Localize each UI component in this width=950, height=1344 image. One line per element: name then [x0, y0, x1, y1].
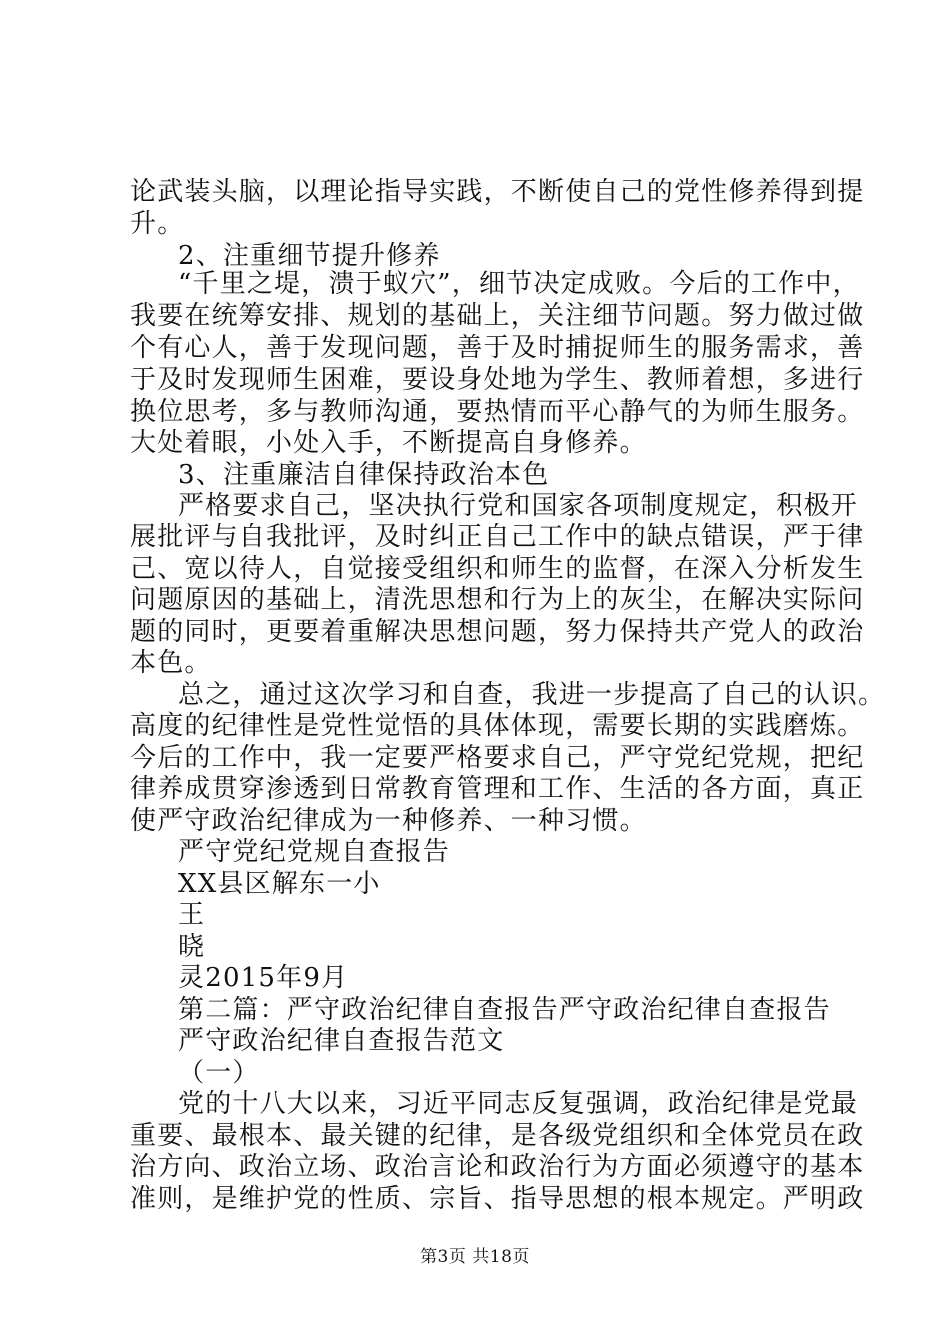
- text-line: 准则，是维护党的性质、宗旨、指导思想的根本规定。严明政: [130, 1184, 865, 1214]
- text-line: 律养成贯穿渗透到日常教育管理和工作、生活的各方面，真正: [130, 774, 865, 804]
- text-line: 大处着眼，小处入手，不断提高自身修养。: [130, 428, 647, 458]
- text-line: 于及时发现师生困难，要设身处地为学生、教师着想，多进行: [130, 365, 865, 395]
- author-date-line: 灵2015年9月: [178, 963, 349, 993]
- text-line: 本色。: [130, 648, 212, 678]
- text-line: 今后的工作中，我一定要严格要求自己，严守党纪党规，把纪: [130, 743, 865, 773]
- text-line: “千里之堤，溃于蚁穴”，细节决定成败。今后的工作中，: [178, 269, 860, 299]
- section-number: （一）: [178, 1058, 260, 1088]
- text-line: 己、宽以待人，自觉接受组织和师生的监督，在深入分析发生: [130, 554, 865, 584]
- text-line: 题的同时，更要着重解决思想问题，努力保持共产党人的政治: [130, 617, 865, 647]
- page-number-label: 第3页 共18页: [420, 1247, 530, 1267]
- text-line: 展批评与自我批评，及时纠正自己工作中的缺点错误，严于律: [130, 522, 865, 552]
- text-line: 治方向、政治立场、政治言论和政治行为方面必须遵守的基本: [130, 1152, 865, 1182]
- text-line: 重要、最根本、最关键的纪律，是各级党组织和全体党员在政: [130, 1121, 865, 1151]
- text-line: 高度的纪律性是党性觉悟的具体体现，需要长期的实践磨炼。: [130, 711, 865, 741]
- text-line: 个有心人，善于发现问题，善于及时捕捉师生的服务需求，善: [130, 333, 865, 363]
- report-title: 严守党纪党规自查报告: [178, 837, 451, 867]
- page-footer: [0, 1242, 950, 1267]
- text-line: 我要在统筹安排、规划的基础上，关注细节问题。努力做过做: [130, 301, 865, 331]
- text-line: 使严守政治纪律成为一种修养、一种习惯。: [130, 806, 647, 836]
- chapter-heading: 第二篇：严守政治纪律自查报告严守政治纪律自查报告: [178, 995, 831, 1025]
- author-name-part: 王: [178, 900, 206, 930]
- text-line: 党的十八大以来，习近平同志反复强调，政治纪律是党最: [178, 1089, 859, 1119]
- section-heading: 2、注重细节提升修养: [178, 241, 441, 271]
- chapter-subtitle: 严守政治纪律自查报告范文: [178, 1026, 505, 1056]
- text-line: 换位思考，多与教师沟通，要热情而平心静气的为师生服务。: [130, 397, 865, 427]
- text-line: 升。: [130, 209, 185, 239]
- text-line: 论武装头脑，以理论指导实践，不断使自己的党性修养得到提: [130, 177, 865, 207]
- author-name-part: 晓: [178, 932, 206, 962]
- section-heading: 3、注重廉洁自律保持政治本色: [178, 460, 550, 490]
- text-line: 严格要求自己，坚决执行党和国家各项制度规定，积极开: [178, 491, 859, 521]
- text-line: 总之，通过这次学习和自查，我进一步提高了自己的认识。: [178, 680, 886, 710]
- text-line: 问题原因的基础上，清洗思想和行为上的灰尘，在解决实际问: [130, 585, 865, 615]
- school-name: XX县区解东一小: [178, 869, 381, 899]
